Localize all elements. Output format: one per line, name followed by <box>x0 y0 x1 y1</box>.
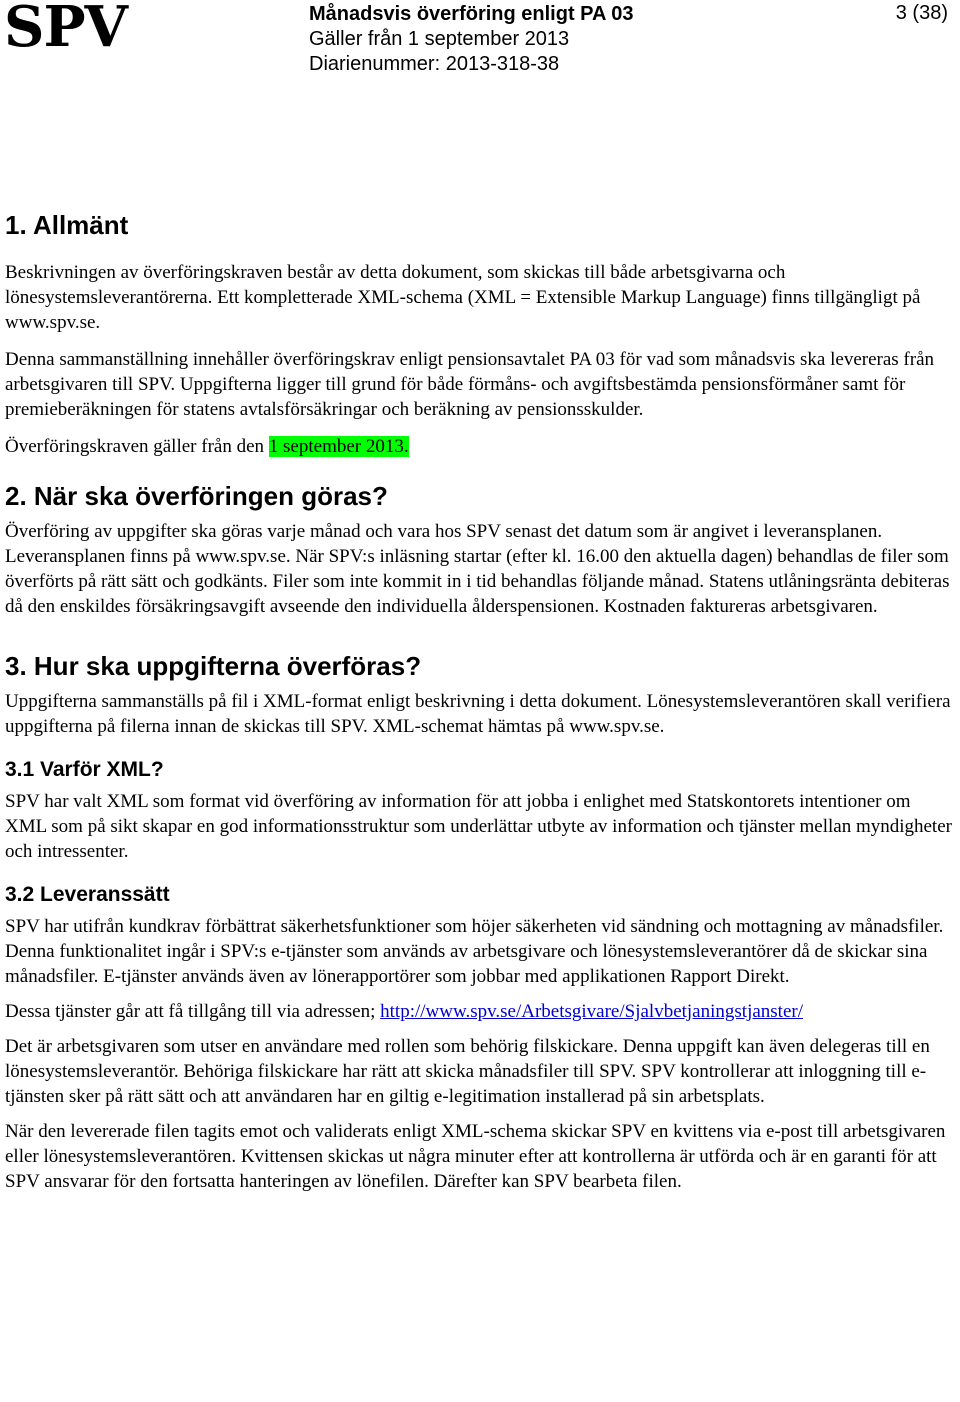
section-3-2-paragraph-3: Det är arbetsgivaren som utser en användare med rollen som behörig filskickare. Denna uppgift kan även delegeras till en lönesystemsleverantör. Behöriga filskickare har rätt att skicka månadsfiler till SPV. SPV kontrollerar att inloggning till e-tjänsten sker på rätt sätt och att användaren har en giltig e-legitimation installerad på sin arbetsplats. <box>5 1036 930 1107</box>
section-2-heading: 2. När ska överföringen göras? <box>5 481 388 511</box>
section-2-paragraph-1: Överföring av uppgifter ska göras varje månad och vara hos SPV senast det datum som är angivet i leveransplanen. Leveransplanen finns på www.spv.se. När SPV:s inläsning startar (efter kl. 16.00 den aktuella dagen) behandlas de filer som överförts på rätt sätt och godkänts. Filer som inte kommit in i tid behandlas följande månad. Statens utlåningsränta debiteras då den enskildes försäkringsavgift avseende den individuella ålderspensionen. Kostnaden faktureras arbetsgivaren. <box>5 521 950 617</box>
header-info <box>309 2 634 77</box>
section-3-2-paragraph-2 <box>5 999 955 1024</box>
section-3-1-paragraph-1: SPV har valt XML som format vid överföring av information för att jobba i enlighet med Statskontorets intentioner om XML som på sikt skapar en god informationsstruktur som underlättar utbyte av information och tjänster mellan myndigheter och intressenter. <box>5 791 952 862</box>
access-text: Dessa tjänster går att få tillgång till via adressen; <box>5 1001 381 1022</box>
section-3-2-heading: 3.2 Leveranssätt <box>5 883 170 906</box>
section-3-paragraph-1: Uppgifterna sammanställs på fil i XML-format enligt beskrivning i detta dokument. Lönesystemsleverantören skall verifiera uppgifterna på filerna innan de skickas till SPV. XML-schemat hämtas på www.spv.se. <box>5 691 951 737</box>
page-number: 3 (38) <box>895 2 948 24</box>
valid-from-text: Överföringskraven gäller från den <box>5 436 269 457</box>
section-3-2-paragraph-4: När den levererade filen tagits emot och validerats enligt XML-schema skickar SPV en kvittens via e-post till arbetsgivaren eller lönesystemsleverantören. Kvittensen skickas ut några minuter efter att kontrollerna är utförda och är en garanti för att SPV ansvarar för den fortsatta hanteringen av lönefilen. Därefter kan SPV bearbeta filen. <box>5 1121 946 1192</box>
section-1-paragraph-3 <box>5 434 955 459</box>
page-header <box>0 0 960 80</box>
valid-from: Gäller från 1 september 2013 <box>309 28 570 50</box>
document-title: Månadsvis överföring enligt PA 03 <box>309 3 634 25</box>
section-3-2-paragraph-1: SPV har utifrån kundkrav förbättrat säkerhetsfunktioner som höjer säkerheten vid sändning och mottagning av månadsfiler. Denna funktionalitet ingår i SPV:s e-tjänster som används av arbetsgivare och lönesystemsleverantörer då de skickar sina månadsfiler. E-tjänster används även av lönerapportörer som jobbar med applikationen Rapport Direkt. <box>5 916 944 987</box>
spv-logo: SPV <box>4 0 127 60</box>
section-3-1-heading: 3.1 Varför XML? <box>5 758 164 781</box>
section-1-paragraph-2: Denna sammanställning innehåller överföringskrav enligt pensionsavtalet PA 03 för vad som månadsvis ska levereras från arbetsgivaren till SPV. Uppgifterna ligger till grund för både förmåns- och avgiftsbestämda pensionsförmåner samt för premieberäkningen för statens avtalsförsäkringar och beräkning av pensionsskulder. <box>5 349 935 420</box>
section-3-heading: 3. Hur ska uppgifterna överföras? <box>5 651 422 681</box>
section-1-paragraph-1: Beskrivningen av överföringskraven består av detta dokument, som skickas till både arbetsgivarna och lönesystemsleverantörerna. Ett kompletterade XML-schema (XML = Extensible Markup Language) finns tillgängligt på www.spv.se. <box>5 262 921 333</box>
valid-from-date-highlight: 1 september 2013. <box>268 436 409 457</box>
document-body <box>5 210 955 1194</box>
section-1-heading: 1. Allmänt <box>5 210 129 240</box>
self-service-link[interactable]: http://www.spv.se/Arbetsgivare/Sjalvbetjaningstjanster/ <box>380 1001 803 1022</box>
diary-number: Diarienummer: 2013-318-38 <box>309 53 560 75</box>
